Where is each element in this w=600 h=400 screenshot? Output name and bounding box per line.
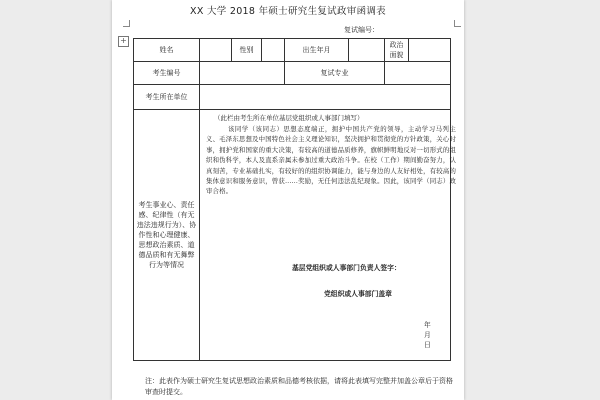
date-label: 年 月 日 bbox=[424, 321, 431, 349]
candidate-number-label: 考生编号 bbox=[134, 62, 200, 85]
political-status-label: 政治面貌 bbox=[385, 39, 409, 62]
table-row bbox=[134, 62, 451, 85]
birth-date-value-cell[interactable] bbox=[349, 39, 385, 62]
birth-date-label: 出生年月 bbox=[285, 39, 349, 62]
name-label: 姓名 bbox=[134, 39, 200, 62]
responsible-person-signature-label: 基层党组织或人事部门负责人签字： bbox=[292, 264, 401, 272]
crop-mark-top-right bbox=[454, 20, 461, 27]
gender-label: 性别 bbox=[232, 39, 262, 62]
gender-value-cell[interactable] bbox=[262, 39, 285, 62]
retest-major-value-cell[interactable] bbox=[385, 62, 451, 85]
political-status-value-cell[interactable] bbox=[409, 39, 451, 62]
assessment-body-text: 该同学（该同志）思想态度端正，拥护中国共产党的领导，主动学习马列主义、毛泽东思想及中国特色社会主义理论知识，坚决拥护和贯彻党的方针政策，关心时事，拥护党和国家的重大决策，有较高的道德品质修养，旗帜鲜明地反对一切形式的组织和伪科学，本人及直系亲属未参加过重大政治斗争。在校（工作）期间勤奋努力，认真刻苦，专业基础扎实，有较好的的组织协调能力，能与身边的人友好相处，有较高的集体意识和服务意识，曾获……奖励，无任何违法乱纪现象。因此，该同学（同志）政审合格。 bbox=[206, 125, 456, 196]
retest-major-label: 复试专业 bbox=[285, 62, 385, 85]
table-row bbox=[134, 39, 451, 62]
vetting-form-table bbox=[133, 38, 456, 361]
candidate-unit-value-cell[interactable] bbox=[200, 85, 451, 110]
table-row bbox=[134, 110, 451, 361]
table-move-handle-icon[interactable]: + bbox=[118, 36, 129, 47]
candidate-number-value-cell[interactable] bbox=[200, 62, 285, 85]
candidate-unit-label: 考生所在单位 bbox=[134, 85, 200, 110]
official-seal-label: 党组织或人事部门盖章 bbox=[324, 290, 392, 298]
exam-number-label: 复试编号： bbox=[344, 26, 379, 34]
name-value-cell[interactable] bbox=[200, 39, 232, 62]
footnote-text: 注：此表作为硕士研究生复试思想政治素质和品德考核依据，请将此表填写完整并加盖公章后于资格审查时提交。 bbox=[145, 377, 453, 396]
document-title: XX 大学 2018 年硕士研究生复试政审函调表 bbox=[190, 6, 386, 17]
fill-instruction-note: （此栏由考生所在单位基层党组织或人事部门填写） bbox=[214, 114, 364, 122]
crop-mark-top-left bbox=[123, 20, 130, 27]
assessment-content-cell[interactable] bbox=[200, 110, 456, 361]
table-row bbox=[134, 85, 451, 110]
assessment-items-label: 考生事业心、责任感、纪律性（有无违法违规行为）、协作性和心理健康、思想政治素质、道德品质和有无舞弊行为等情况 bbox=[134, 110, 200, 361]
